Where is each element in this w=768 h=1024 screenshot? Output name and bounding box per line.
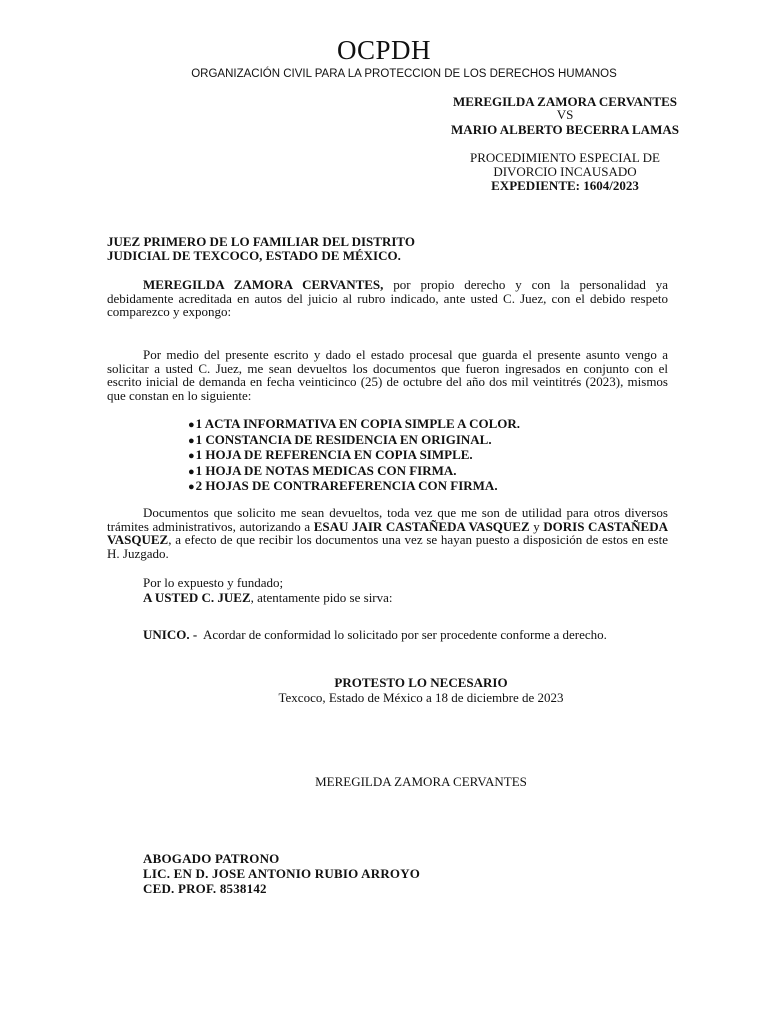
list-item: ●1 ACTA INFORMATIVA EN COPIA SIMPLE A COLOR. [188,416,520,431]
addressee-line-1: JUEZ PRIMERO DE LO FAMILIAR DEL DISTRITO [107,234,415,249]
signer-name: MEREGILDA ZAMORA CERVANTES [315,774,527,789]
authorization-paragraph: Documentos que solicito me sean devueltos, toda vez que me son de utilidad para otros diversos trámites administrativos, autorizando a ESAU JAIR CASTAÑEDA VASQUEZ y DORIS CASTAÑEDA VASQUEZ, a efecto de que recibir los documentos una vez se hayan puesto a disposición de estos en este H. Juzgado. [107,505,668,561]
procedure-line-1: PROCEDIMIENTO ESPECIAL DE [470,150,660,165]
case-party-1: MEREGILDA ZAMORA CERVANTES [453,94,677,109]
petition-line-1: Por lo expuesto y fundado; [143,575,284,590]
bullet-icon: ● [188,450,195,462]
organization-subtitle: ORGANIZACIÓN CIVIL PARA LA PROTECCION DE LOS DERECHOS HUMANOS [191,68,617,80]
list-item: ●1 CONSTANCIA DE RESIDENCIA EN ORIGINAL. [188,431,492,447]
list-item: ●1 HOJA DE REFERENCIA EN COPIA SIMPLE. [188,447,473,462]
bullet-icon: ● [188,419,195,431]
intro-name: MEREGILDA ZAMORA CERVANTES, [143,277,384,292]
case-party-2: MARIO ALBERTO BECERRA LAMAS [451,122,679,137]
place-date: Texcoco, Estado de México a 18 de diciembre de 2023 [278,690,564,705]
intro-paragraph [107,278,668,319]
authorized-person-2: DORIS CASTAÑEDA VASQUEZ [107,518,668,547]
request-paragraph: Por medio del presente escrito y dado el estado procesal que guarda el presente asunto vengo a solicitar a usted C. Juez, me sean devueltos los documentos que fueron ingresados en conjunto con el escrito inicial de demanda en fecha veinticinco (25) de octubre del año dos mil veintitrés (2023), mismos que constan en lo siguiente: [107,347,668,403]
authorized-person-1: ESAU JAIR CASTAÑEDA VASQUEZ [313,518,530,534]
procedure-line-2: DIVORCIO INCAUSADO [493,164,637,179]
lawyer-role: ABOGADO PATRONO [143,851,280,866]
bullet-icon: ● [188,481,195,493]
unico-clause: UNICO. - Acordar de conformidad lo solicitado por ser procedente conforme a derecho. [143,627,607,642]
expediente-number: EXPEDIENTE: 1604/2023 [491,178,639,193]
lawyer-name: LIC. EN D. JOSE ANTONIO RUBIO ARROYO [143,866,421,881]
intro-text: por propio derecho y con la personalidad ya debidamente acreditada en autos del juicio al rubro indicado, ante usted C. Juez, con el debido respeto comparezco y expongo: [107,277,668,319]
lawyer-cedula: CED. PROF. 8538142 [143,881,267,896]
addressee-line-2: JUDICIAL DE TEXCOCO, ESTADO DE MÉXICO. [107,248,401,263]
case-vs: VS [556,107,574,122]
documents-list [188,417,520,495]
bullet-icon: ● [188,434,195,447]
organization-title: OCPDH [336,35,432,65]
protesto-line: PROTESTO LO NECESARIO [334,675,508,690]
petition-line-2: A USTED C. JUEZ, atentamente pido se sirva: [143,590,393,605]
bullet-icon: ● [188,465,195,478]
list-item: ●1 HOJA DE NOTAS MEDICAS CON FIRMA. [188,462,457,478]
list-item: ●2 HOJAS DE CONTRAREFERENCIA CON FIRMA. [188,478,498,493]
